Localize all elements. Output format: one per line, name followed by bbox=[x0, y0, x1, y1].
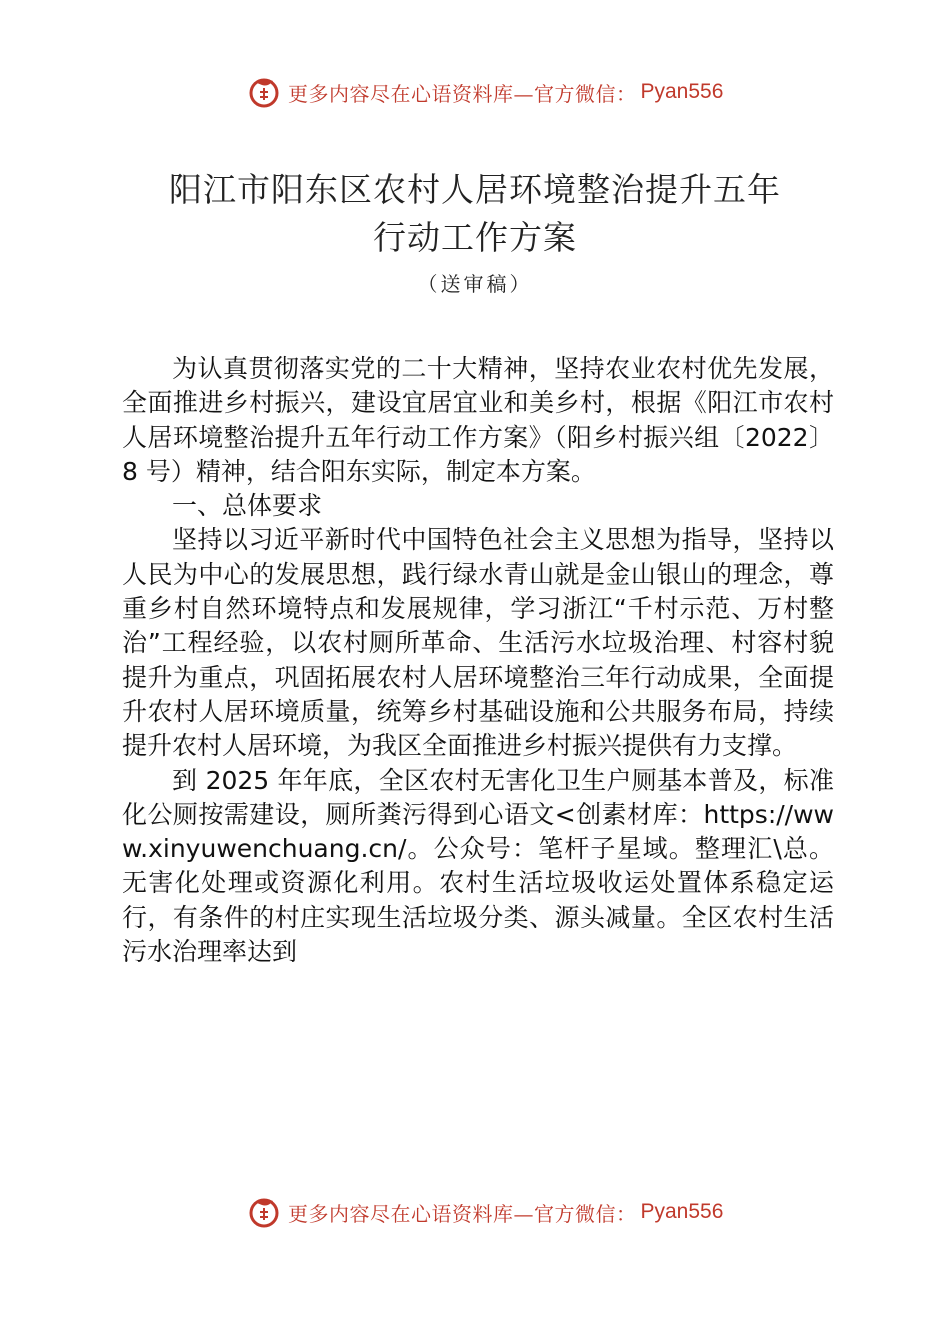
section-heading-general-requirements: 一、总体要求 bbox=[172, 491, 323, 521]
paragraph-guiding-principle: 坚持以习近平新时代中国特色社会主义思想为指导，坚持以人民为中心的发展思想，践行绿水青山就是金山银山的理念，尊重乡村自然环境特点和发展规律，学习浙江“千村示范、万村整治”工程经验，以农村厕所革命、生活污水垃圾治理、村容村貌提升为重点，巩固拓展农村人居环境整治三年行动成果，全面提升农村人居环境质量，统筹乡村基础设施和公共服务布局，持续提升农村人居环境，为我区全面推进乡村振兴提供有力支撑。 bbox=[122, 525, 834, 761]
header-banner bbox=[248, 74, 768, 110]
document-body bbox=[122, 352, 834, 969]
footer-wechat-id: Pyan556 bbox=[640, 1200, 724, 1223]
paragraph-2025-targets: 到 2025 年年底，全区农村无害化卫生户厕基本普及，标准化公厕按需建设，厕所粪污得到心语文<创素材库：https://www.xinyuwenchuang.cn/。公众号：笔杆子星域。整理汇\总。无害化处理或资源化利用。农村生活垃圾收运处置体系稳定运行，有条件的村庄实现生活垃圾分类、源头减量。全区农村生活污水治理率达到 bbox=[122, 765, 834, 967]
paragraph-intro: 为认真贯彻落实党的二十大精神，坚持农业农村优先发展，全面推进乡村振兴，建设宜居宜业和美乡村，根据《阳江市农村人居环境整治提升五年行动工作方案》（阳乡村振兴组〔2022〕8 号）精神，结合阳东实际，制定本方案。 bbox=[122, 354, 834, 486]
footer-banner-text: 更多内容尽在心语资料库—官方微信： bbox=[288, 1201, 637, 1226]
document-title-line1: 阳江市阳东区农村人居环境整治提升五年 bbox=[169, 170, 781, 209]
document-subtitle: （送审稿） bbox=[417, 272, 533, 296]
header-banner-text: 更多内容尽在心语资料库—官方微信： bbox=[288, 81, 637, 106]
document-title-line2: 行动工作方案 bbox=[373, 218, 577, 257]
footer-banner bbox=[248, 1194, 768, 1230]
seal-logo-icon bbox=[248, 1195, 282, 1229]
header-wechat-id: Pyan556 bbox=[640, 80, 724, 103]
seal-logo-icon bbox=[248, 75, 282, 109]
